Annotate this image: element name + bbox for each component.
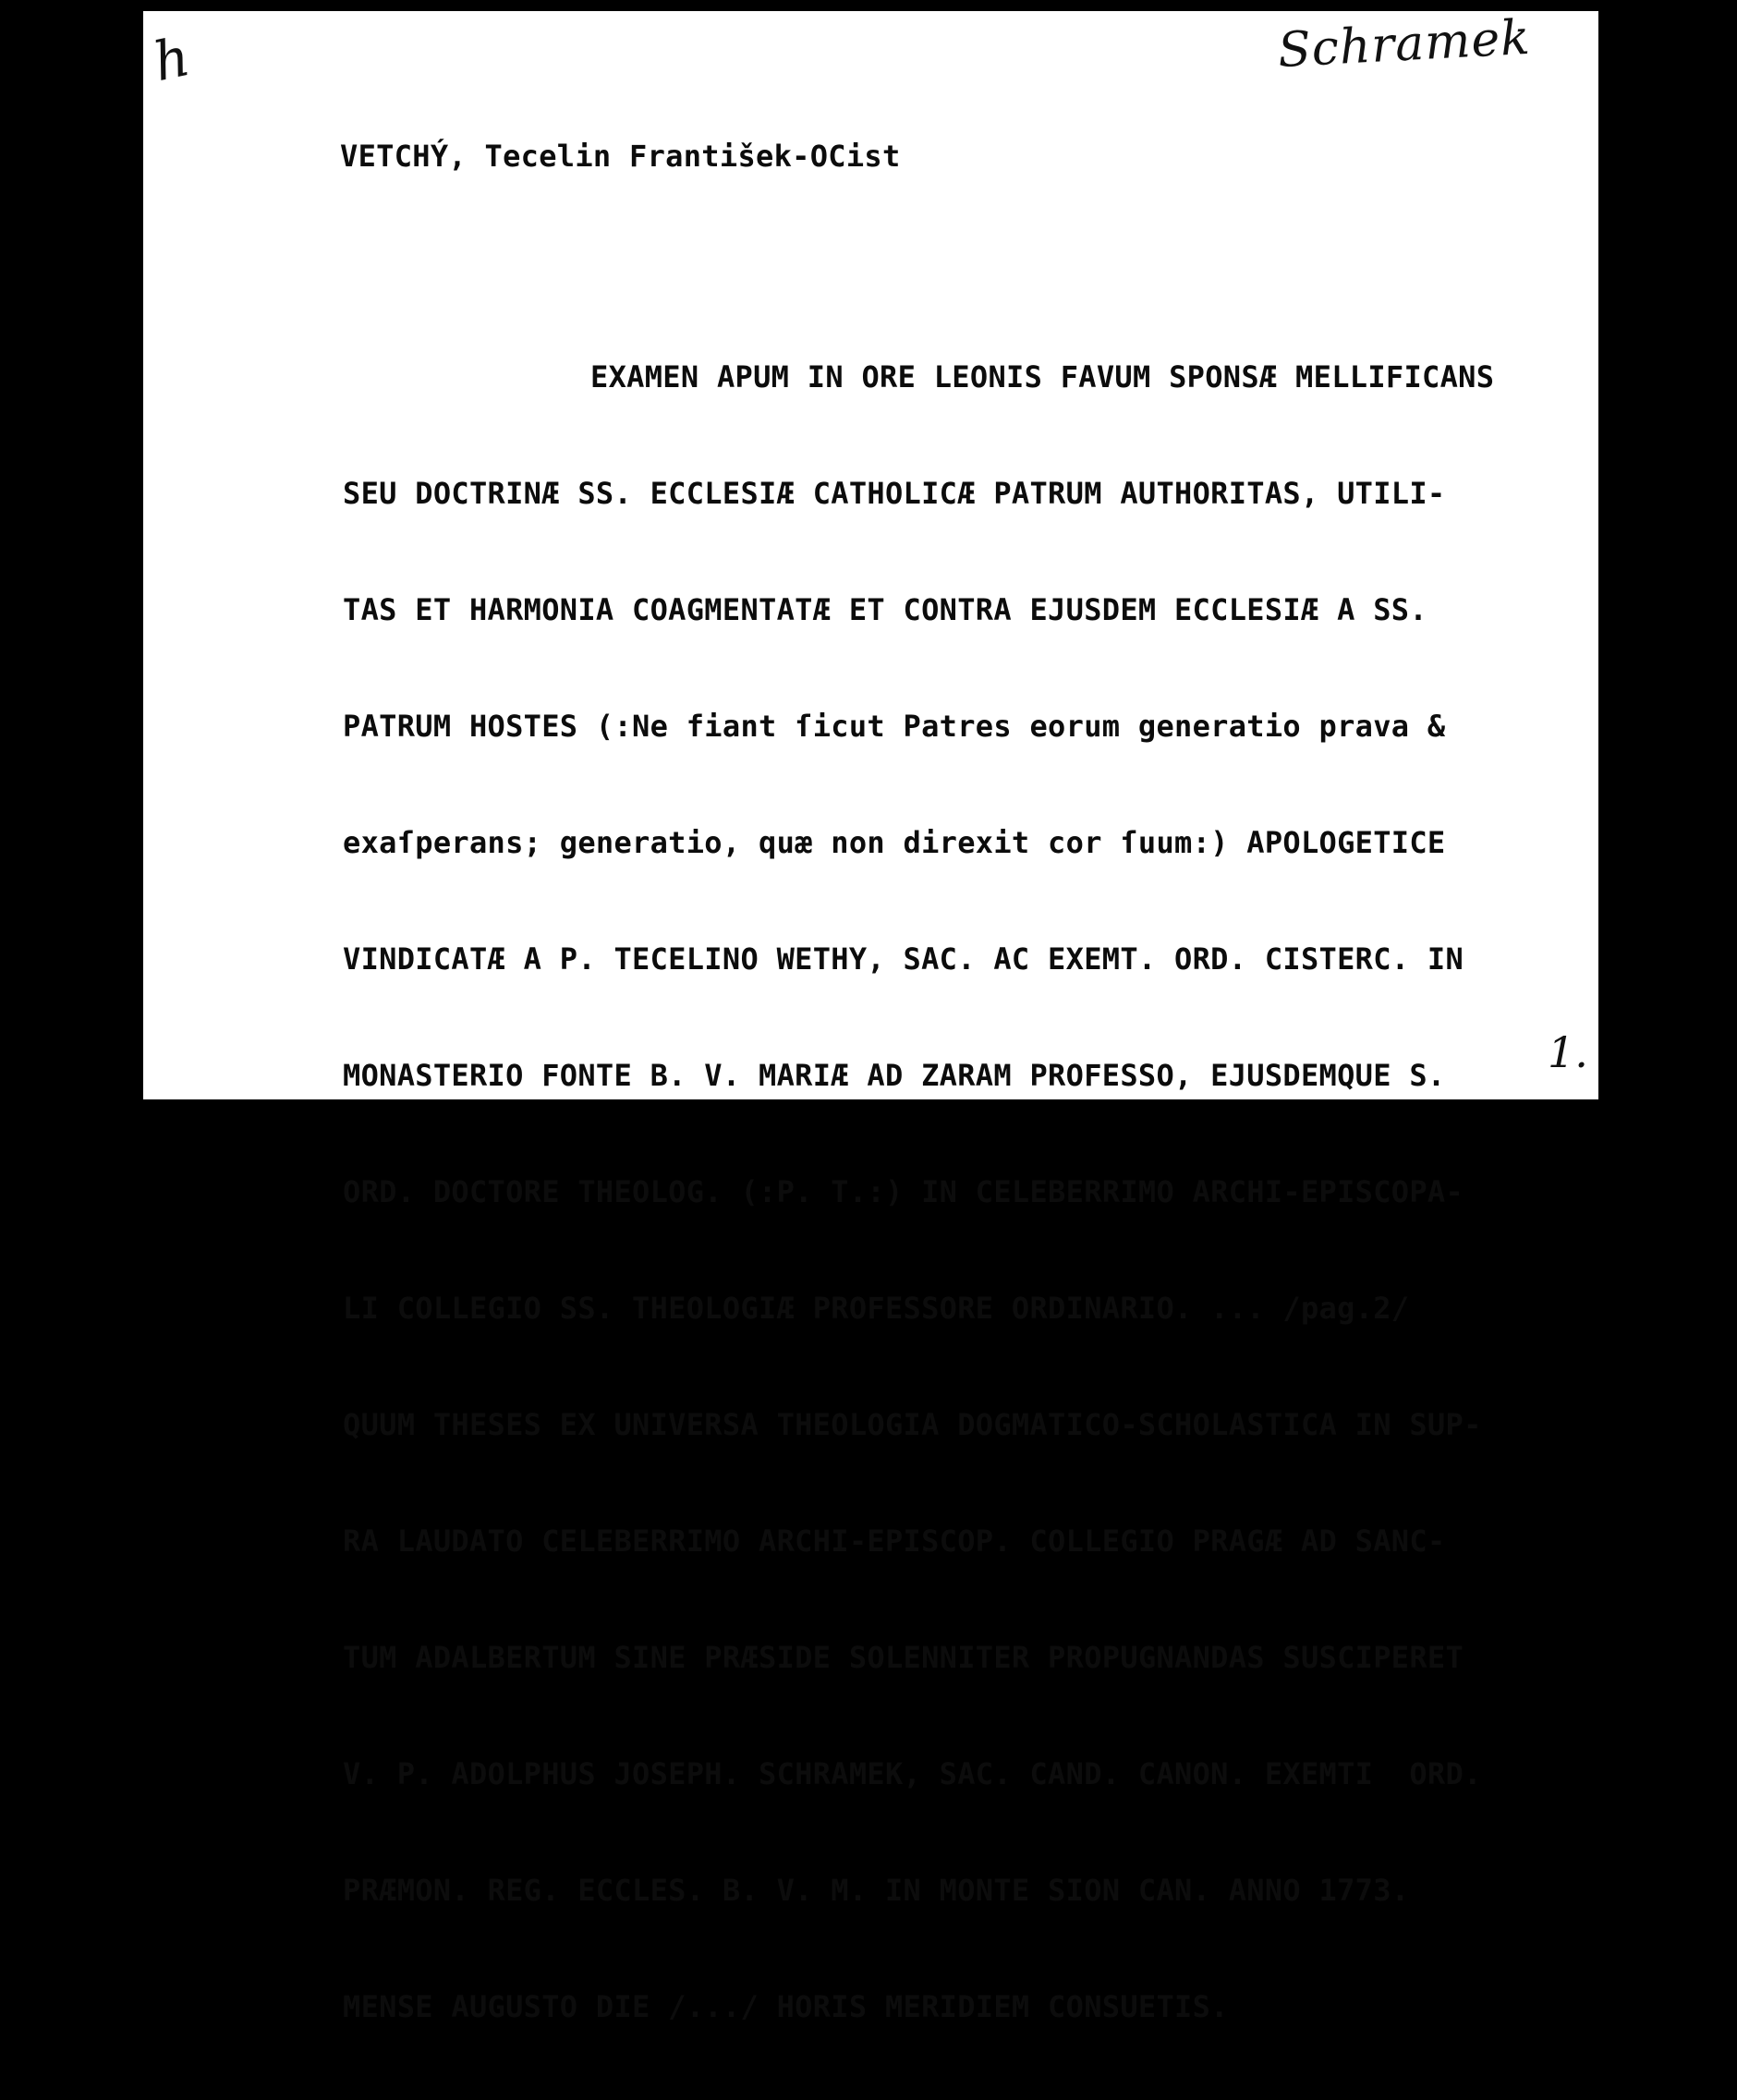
- text-line: MENSE AUGUSTO DIE /.../ HORIS MERIDIEM CONSUETIS.: [343, 1989, 1229, 2024]
- text-line: TUM ADALBERTUM SINE PRÆSIDE SOLENNITER PROPUGNANDAS SUSCIPERET: [343, 1640, 1464, 1675]
- religious-order: OCist: [809, 139, 901, 174]
- author-heading: [340, 139, 901, 174]
- text-line: TAS ET HARMONIA COAGMENTATÆ ET CONTRA EJUSDEM ECCLESIÆ A SS.: [343, 592, 1427, 627]
- text-line: LI COLLEGIO SS. THEOLOGIÆ PROFESSORE ORDINARIO. ... /pag.2/: [343, 1291, 1410, 1326]
- author-name: VETCHÝ, Tecelin František: [340, 139, 793, 174]
- text-line: ORD. DOCTORE THEOLOG. (:P. T.:) IN CELEBERRIMO ARCHI-EPISCOPA-: [343, 1174, 1464, 1209]
- handwritten-page-number: 1.: [1548, 1027, 1588, 1077]
- text-line: RA LAUDATO CELEBERRIMO ARCHI-EPISCOP. COLLEGIO PRAGÆ AD SANC-: [343, 1523, 1446, 1559]
- card-sheet: [143, 9, 1598, 2024]
- handwritten-corner-mark: h: [148, 24, 196, 94]
- title-transcription: [343, 284, 1494, 2100]
- text-line: SEU DOCTRINÆ SS. ECCLESIÆ CATHOLICÆ PATRUM AUTHORITAS, UTILI-: [343, 476, 1446, 511]
- heading-separator: -: [792, 139, 810, 174]
- text-line: V. P. ADOLPHUS JOSEPH. SCHRAMEK, SAC. CAND. CANON. EXEMTI ORD.: [343, 1756, 1482, 1791]
- text-line: PATRUM HOSTES (:Ne fiant ſicut Patres eorum generatio prava &: [343, 709, 1446, 744]
- text-line: VINDICATÆ A P. TECELINO WETHY, SAC. AC EXEMT. ORD. CISTERC. IN: [343, 941, 1464, 977]
- text-line: QUUM THESES EX UNIVERSA THEOLOGIA DOGMATICO-SCHOLASTICA IN SUP-: [343, 1407, 1482, 1442]
- text-line: exaſperans; generatio, quæ non direxit cor ſuum:) APOLOGETICE: [343, 825, 1446, 860]
- text-line: MONASTERIO FONTE B. V. MARIÆ AD ZARAM PROFESSO, EJUSDEMQUE S.: [343, 1058, 1446, 1093]
- handwritten-name-note: Schramek: [1276, 9, 1533, 79]
- text-line: EXAMEN APUM IN ORE LEONIS FAVUM SPONSÆ MELLIFICANS: [590, 359, 1495, 395]
- text-line: PRÆMON. REG. ECCLES. B. V. M. IN MONTE SION CAN. ANNO 1773.: [343, 1873, 1410, 1908]
